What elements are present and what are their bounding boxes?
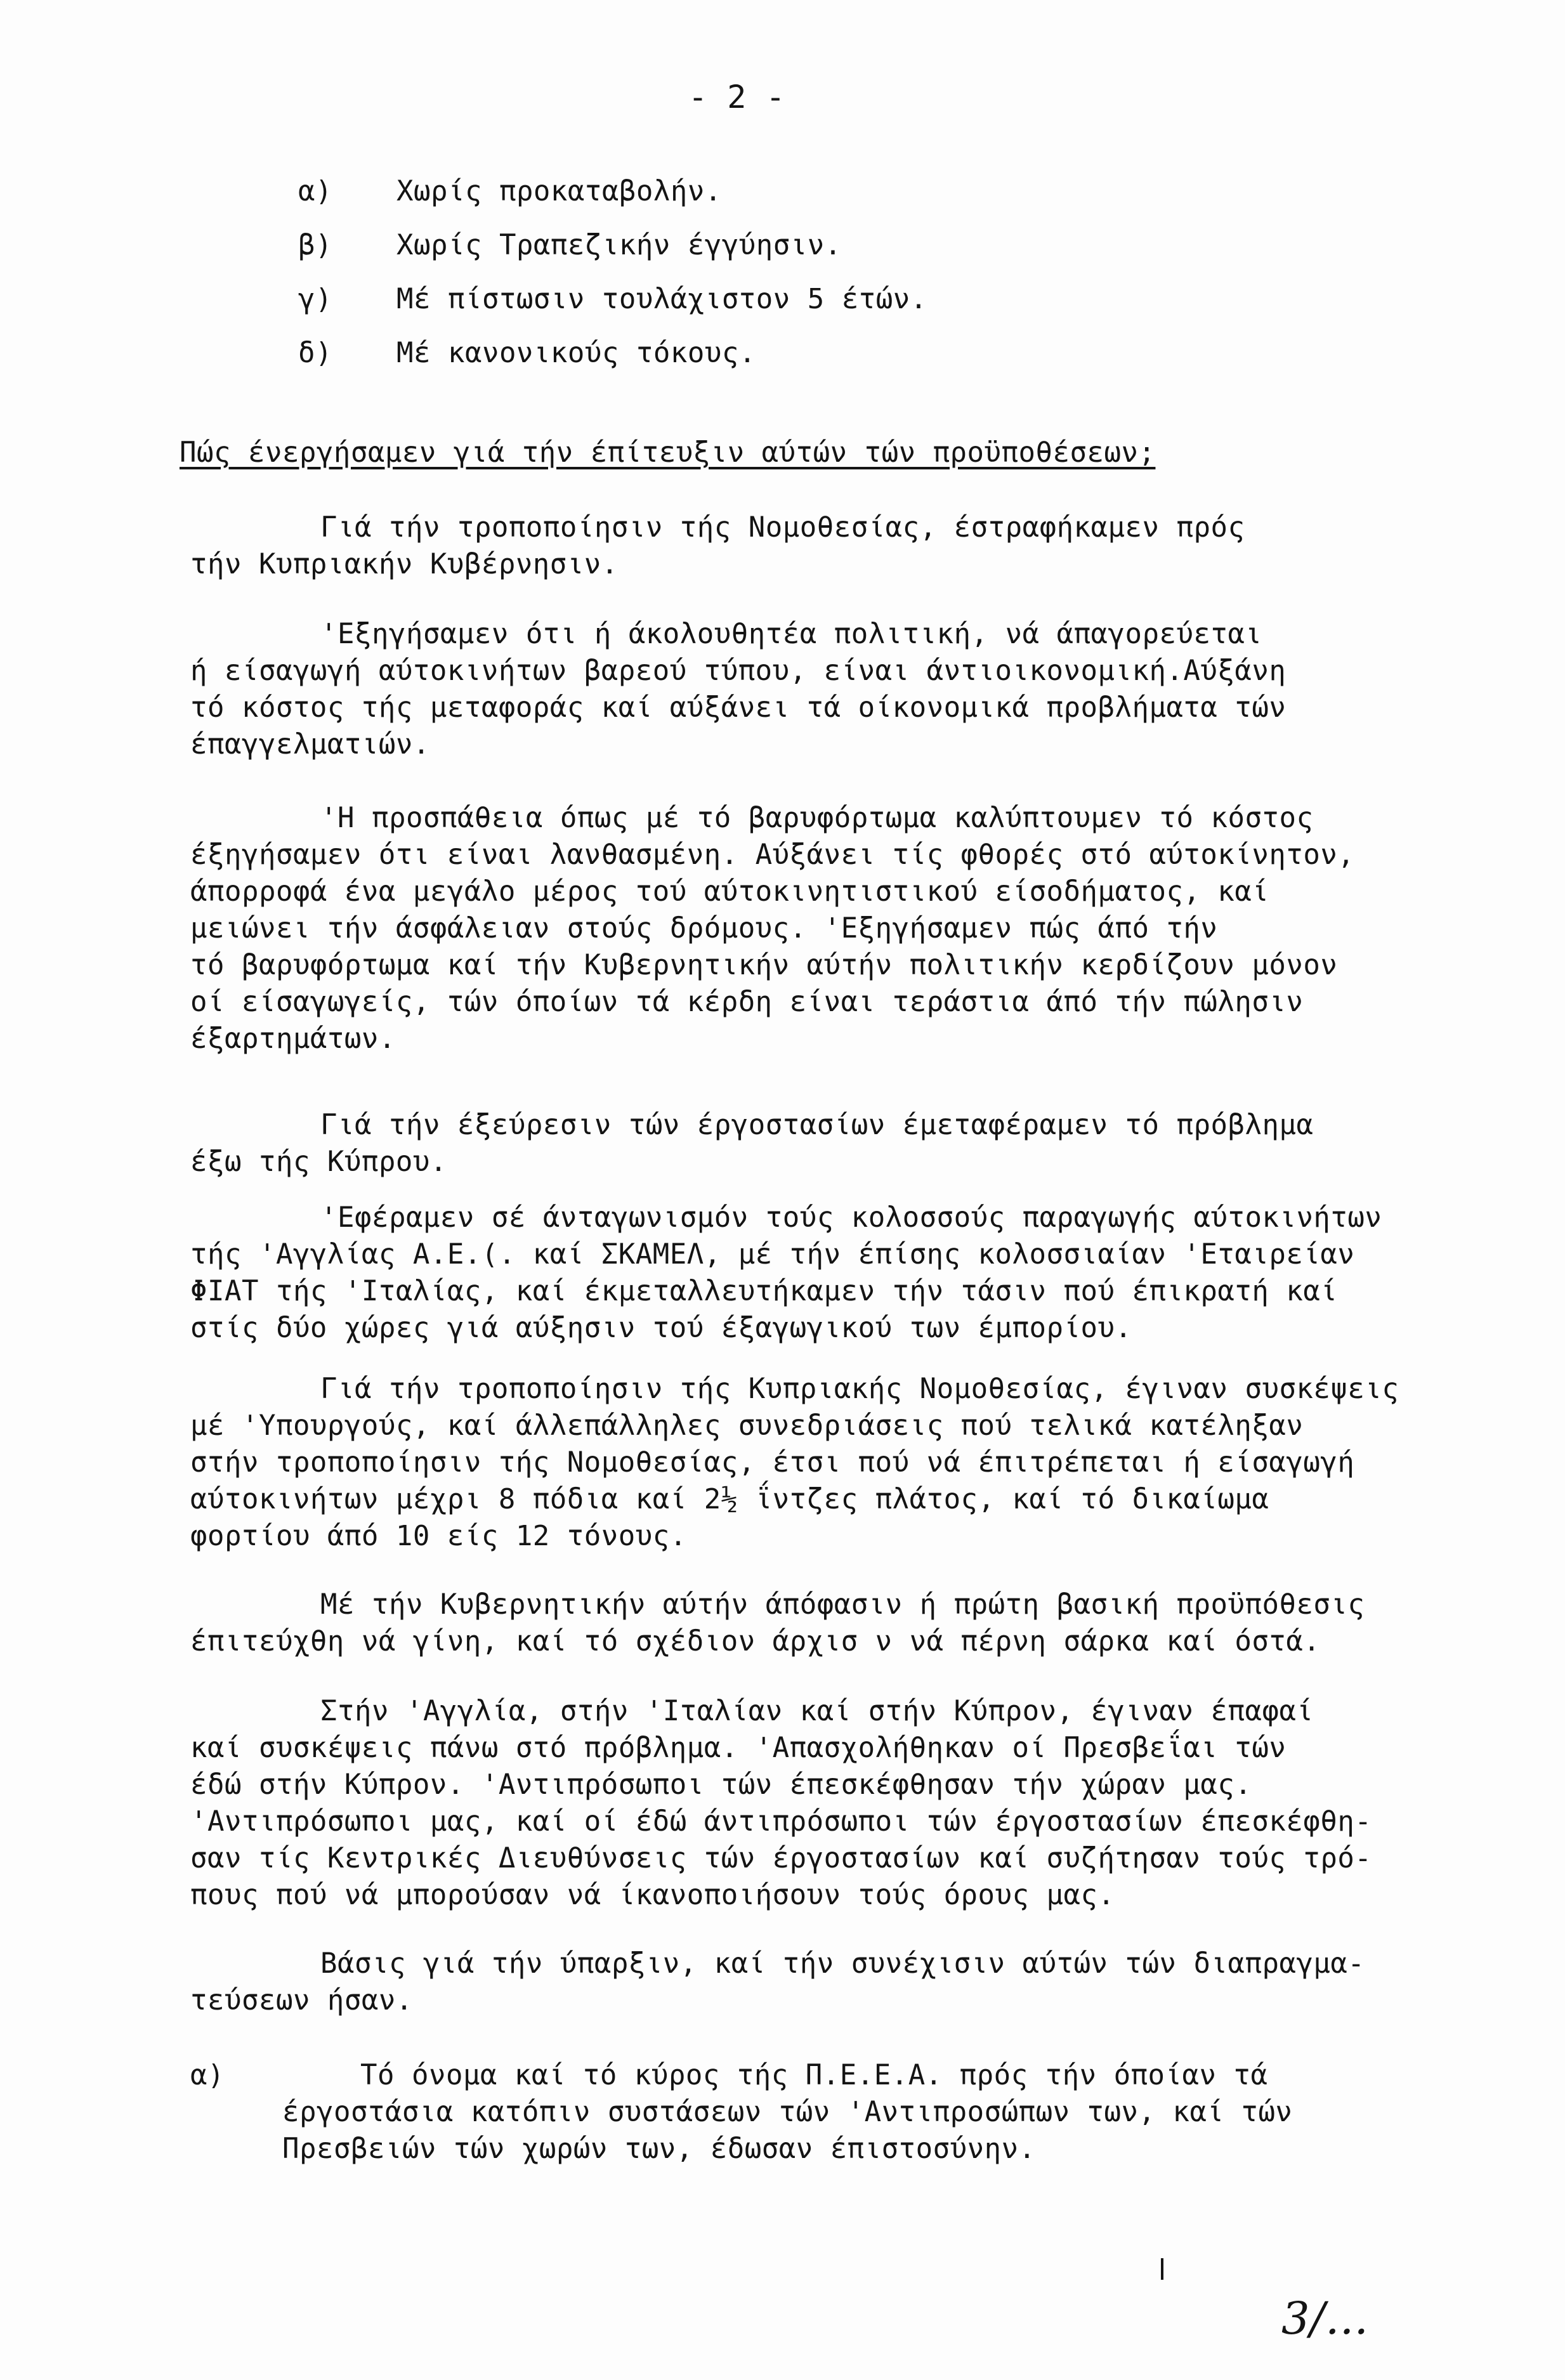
text-line: οί είσαγωγείς, τών όποίων τά κέρδη είναι τεράστια άπό τήν πώλησιν: [190, 986, 1304, 1018]
page-number: - 2 -: [688, 79, 786, 115]
text-line: στήν τροποποίησιν τής Νομοθεσίας, έτσι πού νά έπιτρέπεται ή είσαγωγή: [190, 1446, 1355, 1479]
text-line: 'Εξηγήσαμεν ότι ή άκολουθητέα πολιτική, νά άπαγορεύεται: [320, 618, 1262, 650]
text-line: έπιτεύχθη νά γίνη, καί τό σχέδιον άρχισ ν νά πέρνη σάρκα καί όστά.: [190, 1625, 1321, 1658]
item-label: α): [190, 2059, 225, 2091]
stray-mark: [1161, 2258, 1163, 2280]
text-line: Μέ τήν Κυβερνητικήν αύτήν άπόφασιν ή πρώτη βασική προϋπόθεσις: [320, 1588, 1365, 1621]
text-line: 'Αντιπρόσωποι μας, καί οί έδώ άντιπρόσωποι τών έργοστασίων έπεσκέφθη-: [190, 1805, 1372, 1838]
text-line: Γιά τήν έξεύρεσιν τών έργοστασίων έμεταφέραμεν τό πρόβλημα: [320, 1109, 1314, 1141]
condition-label: α): [298, 175, 332, 207]
text-line: Γιά τήν τροποποίησιν τής Κυπριακής Νομοθεσίας, έγιναν συσκέψεις: [320, 1373, 1399, 1405]
text-line: 'Η προσπάθεια όπως μέ τό βαρυφόρτωμα καλύπτουμεν τό κόστος: [320, 802, 1314, 834]
text-line: έδώ στήν Κύπρον. 'Αντιπρόσωποι τών έπεσκέφθησαν τήν χώραν μας.: [190, 1769, 1252, 1801]
condition-text: Μέ πίστωσιν τουλάχιστον 5 έτών.: [396, 283, 927, 315]
section-heading: Πώς ένεργήσαμεν γιά τήν έπίτευξιν αύτών τών προϋποθέσεων;: [180, 436, 1156, 469]
text-line: στίς δύο χώρες γιά αύξησιν τού έξαγωγικού των έμπορίου.: [190, 1312, 1132, 1344]
condition-label: γ): [298, 283, 332, 315]
condition-label: δ): [298, 337, 332, 369]
text-line: έξηγήσαμεν ότι είναι λανθασμένη. Αύξάνει τίς φθορές στό αύτοκίνητον,: [190, 839, 1355, 871]
text-line: Στήν 'Αγγλία, στήν 'Ιταλίαν καί στήν Κύπρον, έγιναν έπαφαί: [320, 1695, 1314, 1727]
text-line: τής 'Αγγλίας Α.Ε.(. καί ΣΚΑΜΕΛ, μέ τήν έπίσης κολοσσιαίαν 'Εταιρείαν: [190, 1238, 1355, 1271]
text-line: μειώνει τήν άσφάλειαν στούς δρόμους. 'Εξηγήσαμεν πώς άπό τήν: [190, 912, 1218, 945]
text-line: τό βαρυφόρτωμα καί τήν Κυβερνητικήν αύτήν πολιτικήν κερδίζουν μόνον: [190, 949, 1338, 981]
text-line: Τό όνομα καί τό κύρος τής Π.Ε.Ε.Α. πρός τήν όποίαν τά: [360, 2059, 1268, 2091]
text-line: τεύσεων ήσαν.: [190, 1984, 413, 2017]
text-line: έπαγγελματιών.: [190, 728, 430, 761]
text-line: έξω τής Κύπρου.: [190, 1146, 447, 1178]
text-line: 'Εφέραμεν σέ άνταγωνισμόν τούς κολοσσούς παραγωγής αύτοκινήτων: [320, 1201, 1382, 1234]
text-line: Πρεσβειών τών χωρών των, έδωσαν έπιστοσύνην.: [282, 2133, 1036, 2165]
text-line: καί συσκέψεις πάνω στό πρόβλημα. 'Απασχολήθηκαν οί Πρεσβεΐαι τών: [190, 1732, 1287, 1764]
text-line: μέ 'Υπουργούς, καί άλλεπάλληλες συνεδριάσεις πού τελικά κατέληξαν: [190, 1409, 1304, 1442]
text-line: πους πού νά μπορούσαν νά ίκανοποιήσουν τούς όρους μας.: [190, 1879, 1115, 1911]
text-line: σαν τίς Κεντρικές Διευθύνσεις τών έργοστασίων καί συζήτησαν τούς τρό-: [190, 1842, 1372, 1874]
text-line: αύτοκινήτων μέχρι 8 πόδια καί 2½ ΐντζες πλάτος, καί τό δικαίωμα: [190, 1483, 1269, 1515]
text-line: έργοστάσια κατόπιν συστάσεων τών 'Αντιπροσώπων των, καί τών: [282, 2096, 1293, 2128]
condition-text: Χωρίς Τραπεζικήν έγγύησιν.: [396, 229, 842, 261]
condition-label: β): [298, 229, 332, 261]
text-line: ή είσαγωγή αύτοκινήτων βαρεού τύπου, είναι άντιοικονομική.Αύξάνη: [190, 655, 1287, 687]
text-line: Βάσις γιά τήν ύπαρξιν, καί τήν συνέχισιν αύτών τών διαπραγμα-: [320, 1947, 1365, 1980]
text-line: Γιά τήν τροποποίησιν τής Νομοθεσίας, έστραφήκαμεν πρός: [320, 511, 1245, 544]
text-line: ΦΙΑΤ τής 'Ιταλίας, καί έκμεταλλευτήκαμεν τήν τάσιν πού έπικρατή καί: [190, 1275, 1338, 1307]
text-line: τό κόστος τής μεταφοράς καί αύξάνει τά οίκονομικά προβλήματα τών: [190, 691, 1287, 724]
text-line: τήν Κυπριακήν Κυβέρνησιν.: [190, 548, 619, 580]
text-line: φορτίου άπό 10 είς 12 τόνους.: [190, 1520, 687, 1552]
continuation-marker: 3/...: [1281, 2292, 1369, 2344]
text-line: έξαρτημάτων.: [190, 1023, 396, 1055]
condition-text: Χωρίς προκαταβολήν.: [396, 175, 722, 207]
condition-text: Μέ κανονικούς τόκους.: [396, 337, 756, 369]
text-line: άπορροφά ένα μεγάλο μέρος τού αύτοκινητιστικού είσοδήματος, καί: [190, 875, 1269, 908]
